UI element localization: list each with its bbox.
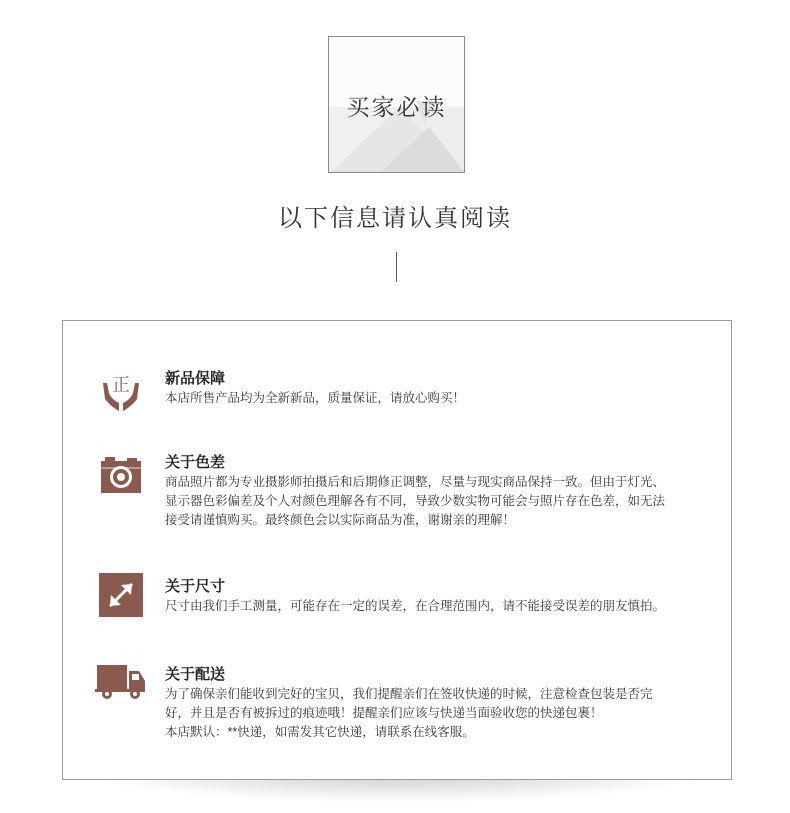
section-title: 关于尺寸 (165, 578, 226, 595)
body-line: 显示器色彩偏差及个人对颜色理解各有不同，导致少数实物可能会与照片存在色差，如无法 (165, 494, 666, 508)
section-title: 新品保障 (165, 370, 226, 387)
camera-icon (99, 453, 143, 497)
divider-line (396, 252, 397, 282)
hands-zheng-icon (99, 369, 143, 413)
body-line: 接受请谨慎购买。最终颜色会以实际商品为准，谢谢亲的理解！ (165, 513, 516, 527)
section-title: 关于色差 (165, 454, 226, 471)
badge-title: 买家必读 (346, 95, 447, 121)
body-line: 好，并且是否有被拆过的痕迹哦！提醒亲们应该与快递当面验收您的快递包裹！ (165, 706, 603, 720)
section-body (165, 389, 705, 408)
buyer-must-read-badge (328, 36, 465, 173)
truck-icon (95, 659, 147, 703)
section-body (165, 685, 705, 742)
body-line: 为了确保亲们能收到完好的宝贝，我们提醒亲们在签收快递的时候，注意检查包装是否完 (165, 687, 653, 701)
resize-arrow-icon (99, 573, 143, 617)
page-subtitle: 以下信息请认真阅读 (278, 205, 512, 232)
section-title: 关于配送 (165, 666, 226, 683)
section-body (165, 473, 705, 530)
section-body (165, 597, 705, 616)
svg-text:正: 正 (112, 375, 130, 396)
body-line: 尺寸由我们手工测量，可能存在一定的误差，在合理范围内，请不能接受误差的朋友慎拍。 (165, 599, 666, 613)
info-card (62, 320, 732, 780)
body-line: 本店默认：**快递，如需发其它快递，请联系在线客服。 (165, 725, 475, 739)
body-line: 本店所售产品均为全新新品，质量保证，请放心购买！ (165, 391, 466, 405)
body-line: 商品照片都为专业摄影师拍摄后和后期修正调整，尽量与现实商品保持一致。但由于灯光、 (165, 475, 666, 489)
